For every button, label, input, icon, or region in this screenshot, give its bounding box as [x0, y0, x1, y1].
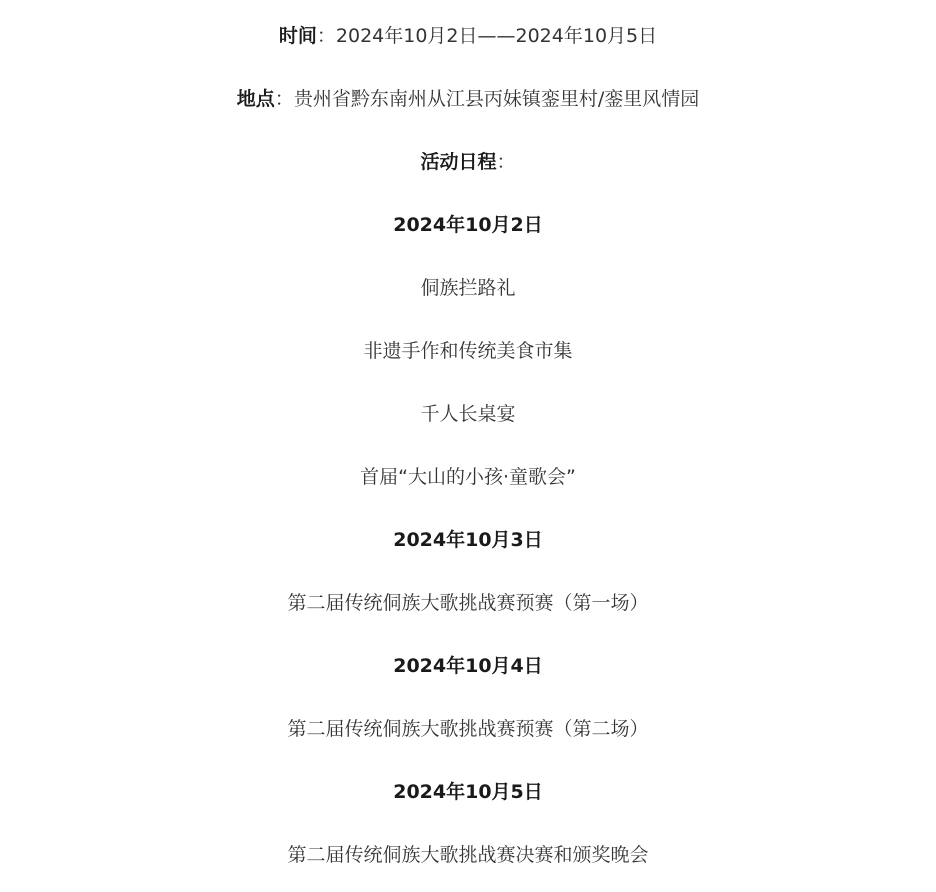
place-line: [0, 85, 936, 113]
schedule-date-day3: 2024年10月4日: [393, 655, 543, 677]
schedule-label: 活动日程: [420, 151, 497, 173]
schedule-event: 第二届传统侗族大歌挑战赛预赛（第一场）: [287, 592, 649, 614]
time-value: 2024年10月2日——2024年10月5日: [335, 25, 658, 47]
schedule-event: 千人长桌宴: [420, 403, 516, 425]
time-line: [0, 22, 936, 50]
place-separator: ：: [274, 88, 294, 110]
schedule-event: 第二届传统侗族大歌挑战赛预赛（第二场）: [287, 718, 649, 740]
time-label: 时间: [278, 25, 317, 47]
schedule-event: 首届“大山的小孩·童歌会”: [360, 466, 576, 488]
schedule-event: 第二届传统侗族大歌挑战赛决赛和颁奖晚会: [287, 844, 649, 866]
schedule-date-day2: 2024年10月3日: [393, 529, 543, 551]
schedule-date-day4: 2024年10月5日: [393, 781, 543, 803]
schedule-separator: ：: [496, 151, 516, 173]
time-separator: ：: [316, 25, 336, 47]
place-label: 地点: [236, 88, 275, 110]
schedule-event: 非遗手作和传统美食市集: [363, 340, 573, 362]
place-value: 贵州省黔东南州从江县丙妹镇銮里村/銮里风情园: [293, 88, 700, 110]
schedule-heading: [0, 148, 936, 176]
schedule-date-day1: 2024年10月2日: [393, 214, 543, 236]
schedule-event: 侗族拦路礼: [420, 277, 516, 299]
